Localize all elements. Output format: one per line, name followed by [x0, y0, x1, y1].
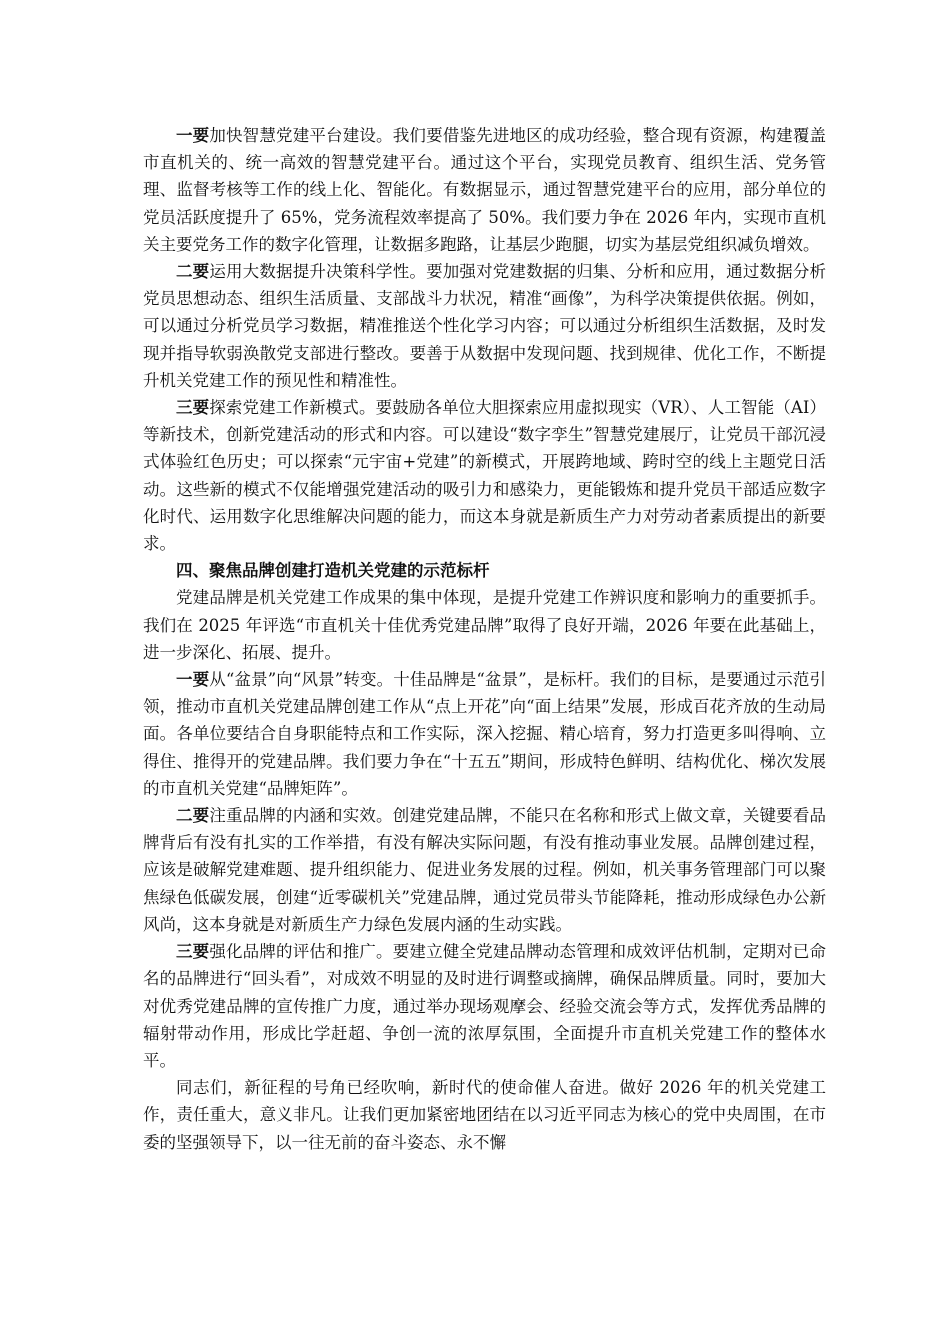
section-intro: 党建品牌是机关党建工作成果的集中体现，是提升党建工作辨识度和影响力的重要抓手。我们在 2025 年评选“市直机关十佳优秀党建品牌”取得了良好开端，2026 年要在此基础上，进一步深化、拓展、提升。: [143, 588, 826, 662]
paragraph-text: 探索党建工作新模式。要鼓励各单位大胆探索应用虚拟现实（VR）、人工智能（AI）等新技术，创新党建活动的形式和内容。可以建设“数字孪生”智慧党建展厅，让党员干部沉浸式体验红色历史；可以探索“元宇宙+党建”的新模式，开展跨地域、跨时空的线上主题党日活动。这些新的模式不仅能增强党建活动的吸引力和感染力，更能锻炼和提升党员干部适应数字化时代、运用数字化思维解决问题的能力，而这本身就是新质生产力对劳动者素质提出的新要求。: [143, 398, 826, 554]
paragraph-lead: 三要: [176, 398, 210, 418]
paragraph-lead: 二要: [176, 262, 210, 282]
paragraph-lead: 一要: [176, 126, 210, 145]
paragraph-text: 运用大数据提升决策科学性。要加强对党建数据的归集、分析和应用，通过数据分析党员思想动态、组织生活质量、支部战斗力状况，精准“画像”，为科学决策提供依据。例如，可以通过分析党员学习数据，精准推送个性化学习内容；可以通过分析组织生活数据，及时发现并指导软弱涣散党支部进行整改。要善于从数据中发现问题、找到规律、优化工作，不断提升机关党建工作的预见性和精准性。: [143, 262, 827, 390]
paragraph-brand-2: [143, 802, 826, 938]
paragraph-lead: 三要: [176, 942, 210, 962]
paragraph-text: 从“盆景”向“风景”转变。十佳品牌是“盆景”，是标杆。我们的目标，是要通过示范引领，推动市直机关党建品牌创建工作从“点上开花”向“面上结果”发展，形成百花齐放的生动局面。各单位要结合自身职能特点和工作实际，深入挖掘、精心培育，努力打造更多叫得响、立得住、推得开的党建品牌。我们要力争在“十五五”期间，形成特色鲜明、结构优化、梯次发展的市直机关党建“品牌矩阵”。: [143, 670, 826, 798]
paragraph-text: 强化品牌的评估和推广。要建立健全党建品牌动态管理和成效评估机制，定期对已命名的品牌进行“回头看”，对成效不明显的及时进行调整或摘牌，确保品牌质量。同时，要加大对优秀党建品牌的宣传推广力度，通过举办现场观摩会、经验交流会等方式，发挥优秀品牌的辐射带动作用，形成比学赶超、争创一流的浓厚氛围，全面提升市直机关党建工作的整体水平。: [143, 942, 827, 1070]
paragraph-digital-3: [143, 394, 826, 557]
paragraph-brand-1: [143, 666, 826, 802]
paragraph-digital-1: [143, 122, 826, 258]
paragraph-text: 注重品牌的内涵和实效。创建党建品牌，不能只在名称和形式上做文章，关键要看品牌背后有没有扎实的工作举措，有没有解决实际问题，有没有推动事业发展。品牌创建过程，应该是破解党建难题、提升组织能力、促进业务发展的过程。例如，机关事务管理部门可以聚焦绿色低碳发展，创建“近零碳机关”党建品牌，通过党员带头节能降耗，推动形成绿色办公新风尚，这本身就是对新质生产力绿色发展内涵的生动实践。: [143, 806, 827, 934]
document-page: [143, 122, 826, 1156]
closing-paragraph: 同志们，新征程的号角已经吹响，新时代的使命催人奋进。做好 2026 年的机关党建工作，责任重大，意义非凡。让我们更加紧密地团结在以习近平同志为核心的党中央周围，在市委的坚强领导下，以一往无前的奋斗姿态、永不懈: [143, 1078, 826, 1152]
paragraph-digital-2: [143, 258, 826, 394]
paragraph-brand-3: [143, 938, 826, 1074]
section-heading: 四、聚焦品牌创建打造机关党建的示范标杆: [176, 561, 490, 581]
paragraph-lead: 二要: [176, 806, 210, 826]
paragraph-lead: 一要: [176, 670, 210, 690]
paragraph-text: 加快智慧党建平台建设。我们要借鉴先进地区的成功经验，整合现有资源，构建覆盖市直机关的、统一高效的智慧党建平台。通过这个平台，实现党员教育、组织生活、党务管理、监督考核等工作的线上化、智能化。有数据显示，通过智慧党建平台的应用，部分单位的党员活跃度提升了 65%，党务流程效率提高了 50%。我们要力争在 2026 年内，实现市直机关主要党务工作的数字化管理，让数据多跑路，让基层少跑腿，切实为基层党组织减负增效。: [143, 126, 827, 254]
